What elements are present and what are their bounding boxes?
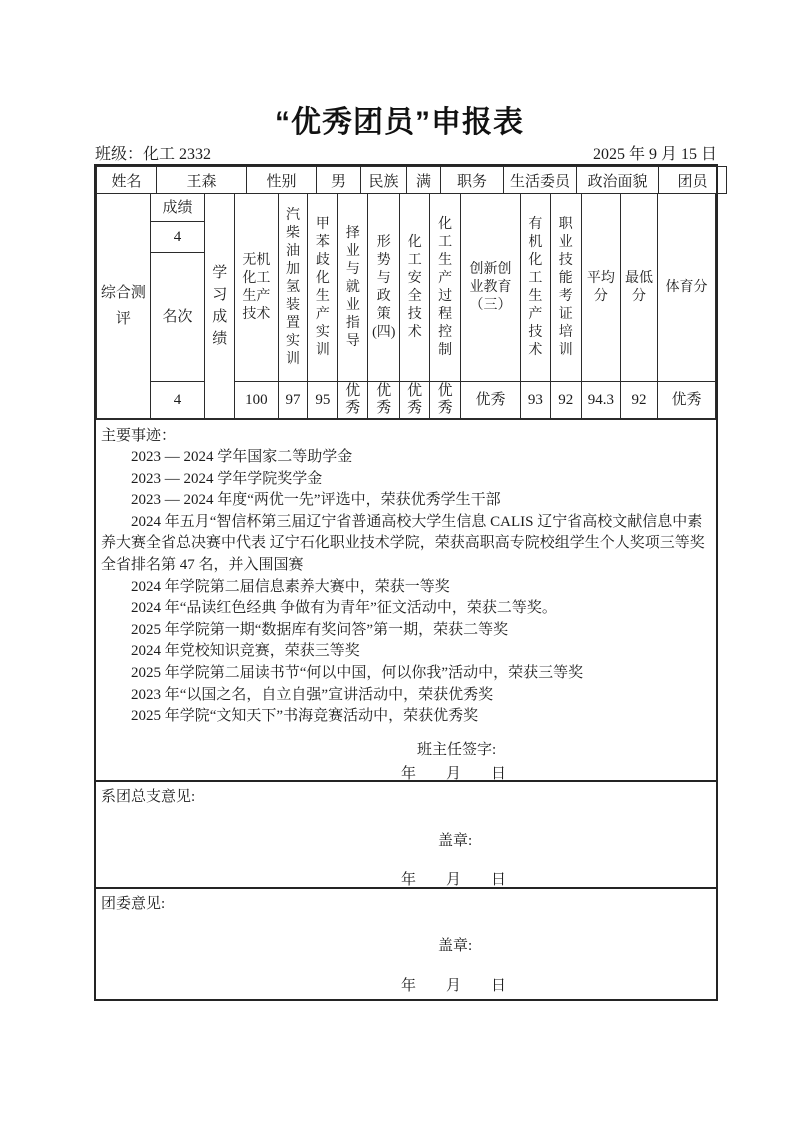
achievement-item: 2025 年学院第二届读书节“何以中国，何以你我”活动中，荣获三等奖 (131, 664, 584, 681)
score-value-cell: 4 (150, 222, 205, 253)
political-value-cell: 团员 (659, 167, 727, 194)
achievement-item: 2025 年学院第一期“数据库有奖问答”第一期，荣获二等奖 (131, 621, 509, 638)
achievement-item: 2023 — 2024 学年学院奖学金 (131, 470, 323, 487)
achievement-item: 2025 年学院“文知天下”书海竞赛活动中，荣获优秀奖 (131, 708, 479, 725)
class-line: 班级：化工 2332 (95, 146, 212, 163)
course-header-cell: 择业与就业指导 (338, 194, 368, 382)
course-header-cell: 化工生产过程控制 (430, 194, 461, 382)
info-table (96, 166, 727, 194)
course-header-cell: 职业技能考证培训 (550, 194, 581, 382)
achievement-item: 2024 年五月“智信杯第三届辽宁省普通高校大学生信息 CALIS 辽宁省高校文献信息中素养大赛全省总决赛中代表 辽宁石化职业技术学院，荣获高职高专院校组学生个人奖项三等奖 全省排名第 47 名，并入围国赛 (101, 513, 705, 573)
course-header-cell: 最低分 (620, 194, 657, 382)
course-header-cell: 创新创业教育（三） (461, 194, 521, 382)
meta-row (95, 141, 717, 164)
course-score-cell: 92 (550, 382, 581, 419)
ethnicity-label-cell: 民族 (361, 167, 407, 194)
achievements-label: 主要事迹： (101, 428, 177, 444)
name-label-cell: 姓名 (97, 167, 157, 194)
league-committee-section (96, 887, 716, 999)
study-score-label-cell: 学习成绩 (205, 194, 235, 419)
course-score-cell: 优秀 (400, 382, 430, 419)
achievement-item: 2023 — 2024 学年国家二等助学金 (131, 449, 353, 465)
score-label-cell: 成绩 (150, 194, 205, 222)
evaluation-table (96, 193, 716, 419)
achievement-item: 2023 年“以国之名，自立自强”宣讲活动中，荣获优秀奖 (131, 686, 494, 703)
course-header-cell: 无机化工生产技术 (235, 194, 278, 382)
info-row (97, 167, 727, 194)
eval-main-label-cell: 综合测评 (97, 194, 151, 419)
course-header-cell: 化工安全技术 (400, 194, 430, 382)
date-blank: 年 月 日 (401, 978, 507, 994)
rank-label-cell: 名次 (150, 253, 205, 382)
course-score-cell: 优秀 (430, 382, 461, 419)
date-blank: 年 月 日 (401, 872, 507, 888)
eval-row-score-label (97, 194, 716, 222)
course-header-cell: 有机化工生产技术 (520, 194, 550, 382)
course-header-cell: 体育分 (658, 194, 716, 382)
course-header-cell: 汽柴油加氢装置实训 (278, 194, 308, 382)
league-committee-label: 团委意见: (101, 896, 166, 912)
course-score-cell: 94.3 (581, 382, 620, 419)
position-label-cell: 职务 (441, 167, 504, 194)
achievement-item: 2023 — 2024 年度“两优一先”评选中，荣获优秀学生干部 (131, 492, 501, 509)
course-score-cell: 100 (235, 382, 278, 419)
form-title: “优秀团员”申报表 (275, 106, 524, 139)
course-score-cell: 优秀 (461, 382, 521, 419)
seal-label: 盖章: (438, 833, 473, 849)
name-value-cell: 王森 (157, 167, 247, 194)
course-score-cell: 92 (620, 382, 657, 419)
eval-row-values (97, 382, 716, 419)
achievement-item: 2024 年党校知识竞赛，荣获三等奖 (131, 643, 360, 660)
course-score-cell: 97 (278, 382, 308, 419)
course-header-cell: 平均分 (581, 194, 620, 382)
rank-value-cell: 4 (150, 382, 205, 419)
date-blank: 年 月 日 (401, 766, 507, 782)
achievements-section (96, 419, 716, 780)
date-line: 2025 年 9 月 15 日 (592, 146, 717, 163)
gender-value-cell: 男 (317, 167, 361, 194)
course-score-cell: 95 (308, 382, 338, 419)
position-value-cell: 生活委员 (504, 167, 577, 194)
form-body (94, 164, 718, 1001)
teacher-signature-label: 班主任签字: (417, 742, 497, 758)
political-label-cell: 政治面貌 (577, 167, 659, 194)
ethnicity-value-cell: 满 (407, 167, 441, 194)
course-header-cell: 甲苯歧化生产实训 (308, 194, 338, 382)
league-branch-label: 系团总支意见: (101, 789, 196, 805)
course-score-cell: 优秀 (368, 382, 400, 419)
league-branch-section (96, 780, 716, 887)
course-score-cell: 优秀 (338, 382, 368, 419)
achievement-item: 2024 年学院第二届信息素养大赛中，荣获一等奖 (131, 578, 450, 595)
course-score-cell: 93 (520, 382, 550, 419)
achievement-item: 2024 年“品读红色经典 争做有为青年”征文活动中，荣获二等奖。 (131, 600, 557, 617)
course-header-cell: 形势与政策(四) (368, 194, 400, 382)
course-score-cell: 优秀 (658, 382, 716, 419)
seal-label: 盖章: (438, 938, 473, 954)
gender-label-cell: 性别 (247, 167, 317, 194)
